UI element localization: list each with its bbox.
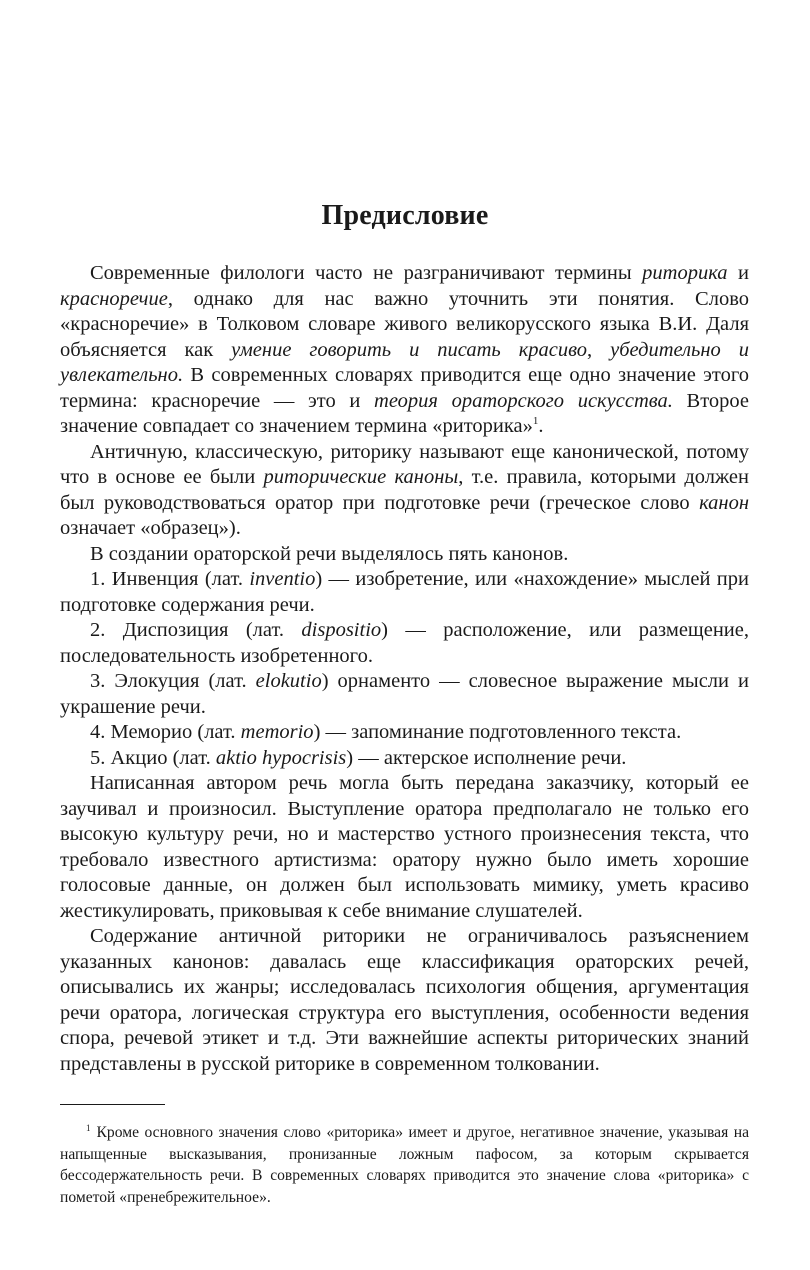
preface-body	[60, 261, 749, 1077]
footnote	[60, 1122, 749, 1208]
footnote-reference[interactable]: 1	[532, 415, 539, 428]
canon-item-elokutio: 3. Элокуция (лат. elokutio) орнаменто — словесное выражение мысли и украшение речи.	[60, 670, 749, 718]
paragraph-orator-performance: Написанная автором речь могла быть передана заказчику, который ее заучивал и произносил. Выступление оратора предполагало не только его высокую культуру речи, но и мастерство устного произнесения текста, что требовало известного артистизма: оратору нужно было иметь хорошие голосовые данные, он должен был использовать мимику, уметь красиво жестикулировать, приковывая к себе внимание слушателей.	[60, 772, 749, 922]
footnote-number: 1	[86, 1122, 91, 1133]
paragraph-rhetoric-definition: Современные филологи часто не разграничивают термины риторика и красноречие, однако для нас важно уточнить эти понятия. Слово «красноречие» в Толковом словаре живого великорусского языка В.И. Даля объясняется как умение говорить и писать красиво, убедительно и увлекательно. В современных словарях приводится еще одно значение этого термина: красноречие — это и теория ораторского искусства. Второе значение совпадает со значением термина «риторика»$^1$.	[60, 262, 750, 437]
canon-item-aktio: 5. Акцио (лат. aktio hypocrisis) — актерское исполнение речи.	[90, 746, 627, 769]
paragraph-canonical-rhetoric: Античную, классическую, риторику называют еще канонической, потому что в основе ее были риторические каноны, т.е. правила, которыми должен был руководствоваться оратор при подготовке речи (греческое слово канон означает «образец»).	[60, 440, 749, 539]
canon-item-dispositio: 2. Диспозиция (лат. dispositio) — расположение, или размещение, последовательность изобретенного.	[60, 619, 749, 667]
canon-item-memorio: 4. Меморио (лат. memorio) — запоминание подготовленного текста.	[90, 721, 682, 743]
footnote-text: Кроме основного значения слово «риторика» имеет и другое, негативное значение, указывая на напыщенные высказывания, пронизанные ложным пафосом, за которым скрывается бессодержательность речи. В современных словарях приводится это значение слова «риторика» с пометой «пренебрежительное».	[60, 1124, 749, 1206]
footnote-divider	[60, 1104, 165, 1105]
paragraph-rhetoric-content: Содержание античной риторики не ограничивалось разъяснением указанных канонов: давалась еще классификация ораторских речей, описывались их жанры; исследовалась психология общения, аргументация речи оратора, логическая структура его выступления, особенности ведения спора, речевой этикет и т.д. Эти важнейшие аспекты риторических знаний представлены в русской риторике в современном толковании.	[60, 925, 749, 1075]
page-title: Предисловие	[321, 200, 489, 231]
paragraph-five-canons: В создании ораторской речи выделялось пять канонов.	[90, 542, 569, 565]
canon-item-inventio: 1. Инвенция (лат. inventio) — изобретение, или «нахождение» мыслей при подготовке содержания речи.	[60, 568, 749, 616]
